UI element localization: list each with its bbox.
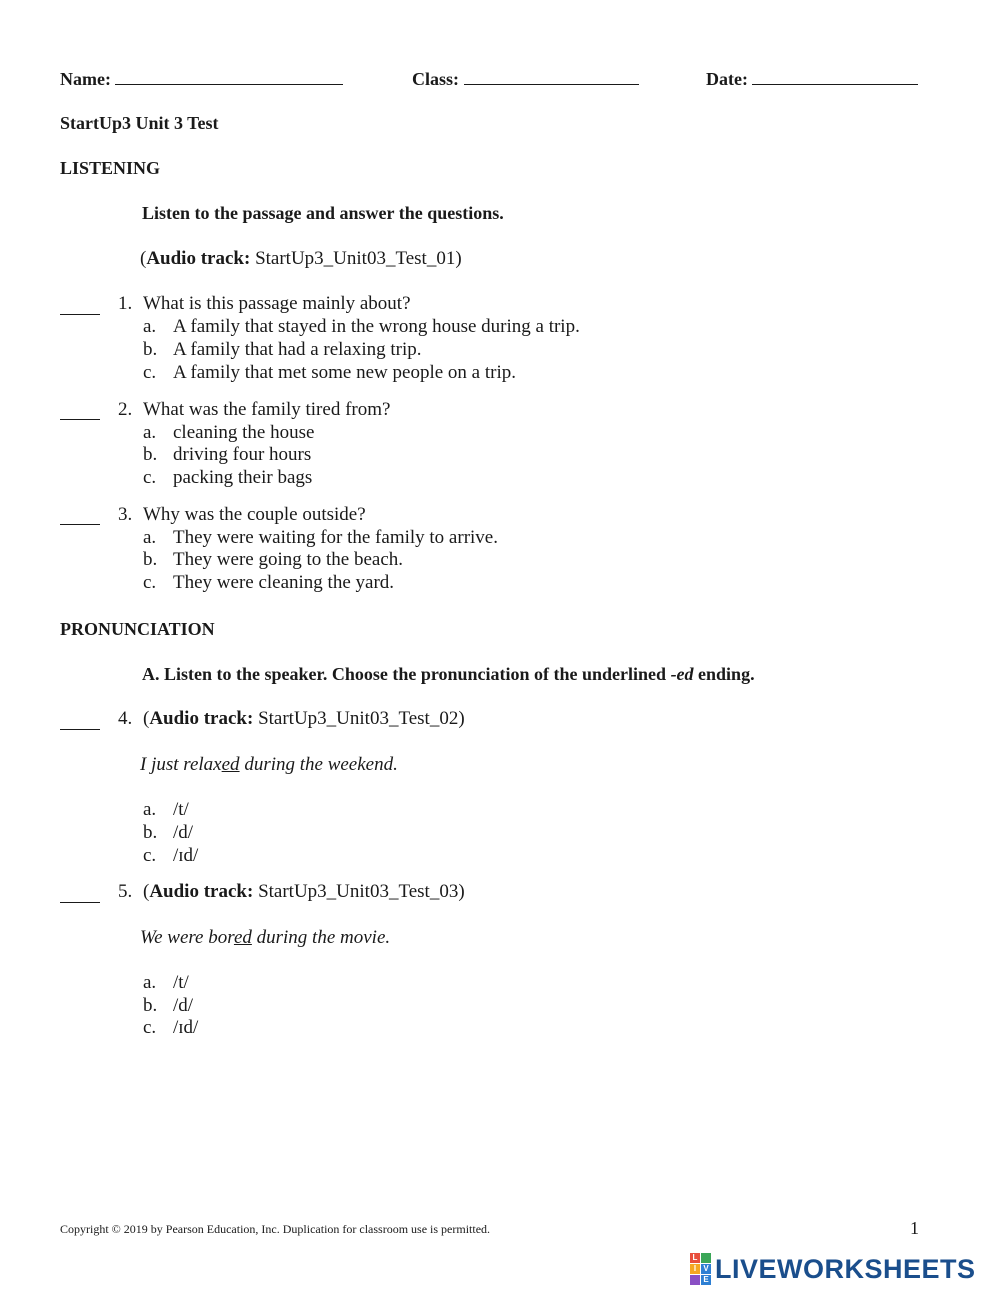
pronunciation-instruction [142, 664, 755, 685]
logo-cubes-icon [690, 1253, 711, 1285]
q4-option-a-letter: a. [143, 799, 157, 820]
instruction-part-2: ending. [693, 664, 755, 684]
question-4-audio-track [143, 708, 465, 730]
question-4-number: 4. [118, 708, 133, 729]
audio-paren: ( [143, 708, 150, 729]
q3-option-a: They were waiting for the family to arrive. [173, 527, 498, 548]
audio-value: StartUp3_Unit03_Test_01) [250, 248, 462, 269]
q5-option-c-letter: c. [143, 1017, 157, 1038]
audio-value: StartUp3_Unit03_Test_03) [253, 881, 465, 902]
q2-option-b: driving four hours [173, 444, 312, 465]
logo-cube [701, 1253, 711, 1263]
logo-cube: I [690, 1264, 700, 1274]
class-field [412, 68, 639, 90]
q4-option-c-letter: c. [143, 845, 157, 866]
logo-cube: E [701, 1275, 711, 1285]
logo-text: LIVEWORKSHEETS [715, 1253, 976, 1284]
logo-cube: L [690, 1253, 700, 1263]
instruction-ed: -ed [670, 664, 694, 684]
audio-value: StartUp3_Unit03_Test_02) [253, 708, 465, 729]
question-4-sentence [140, 754, 398, 776]
logo-cube [690, 1275, 700, 1285]
question-5-audio-track [143, 881, 465, 903]
liveworksheets-logo [690, 1254, 976, 1284]
q2-option-c: packing their bags [173, 467, 313, 488]
q4-option-a: /t/ [173, 799, 189, 820]
question-3-text: Why was the couple outside? [143, 504, 366, 525]
underlined-ending: ed [233, 927, 252, 948]
q5-option-c: /ɪd/ [173, 1017, 199, 1038]
q1-option-b: A family that had a relaxing trip. [173, 339, 422, 360]
audio-paren: ( [143, 881, 150, 902]
answer-blank-5[interactable] [60, 901, 100, 903]
q3-option-c-letter: c. [143, 572, 157, 593]
q5-option-b-letter: b. [143, 995, 158, 1016]
question-1-text: What is this passage mainly about? [143, 293, 411, 314]
q5-option-a-letter: a. [143, 972, 157, 993]
name-blank[interactable] [115, 68, 343, 85]
q3-option-b: They were going to the beach. [173, 549, 404, 570]
q2-option-a: cleaning the house [173, 422, 315, 443]
q5-option-b: /d/ [173, 995, 194, 1016]
underlined-ending: ed [221, 754, 240, 775]
q4-option-b-letter: b. [143, 822, 158, 843]
question-5-number: 5. [118, 881, 133, 902]
question-1-number: 1. [118, 293, 133, 314]
q2-option-c-letter: c. [143, 467, 157, 488]
class-label: Class: [412, 69, 460, 89]
page-number: 1 [910, 1218, 919, 1238]
q5-option-a: /t/ [173, 972, 189, 993]
q1-option-b-letter: b. [143, 339, 158, 360]
q3-option-c: They were cleaning the yard. [173, 572, 395, 593]
q4-option-b: /d/ [173, 822, 194, 843]
answer-blank-4[interactable] [60, 728, 100, 730]
audio-paren: ( [140, 248, 147, 269]
q3-option-a-letter: a. [143, 527, 157, 548]
sentence-part: during the weekend. [239, 754, 398, 775]
answer-blank-1[interactable] [60, 313, 100, 315]
question-3-number: 3. [118, 504, 133, 525]
q2-option-a-letter: a. [143, 422, 157, 443]
answer-blank-2[interactable] [60, 418, 100, 420]
q1-option-a-letter: a. [143, 316, 157, 337]
audio-label: Audio track: [146, 248, 251, 269]
date-blank[interactable] [752, 68, 918, 85]
q1-option-c-letter: c. [143, 362, 157, 383]
instruction-part-1: A. Listen to the speaker. Choose the pronunciation of the underlined [142, 664, 671, 684]
pronunciation-heading: PRONUNCIATION [60, 619, 215, 639]
test-title: StartUp3 Unit 3 Test [60, 113, 219, 133]
date-label: Date: [706, 69, 748, 89]
q3-option-b-letter: b. [143, 549, 158, 570]
copyright-notice: Copyright © 2019 by Pearson Education, Inc. Duplication for classroom use is permitted. [60, 1222, 491, 1236]
q1-option-a: A family that stayed in the wrong house during a trip. [173, 316, 580, 337]
name-field [60, 68, 343, 90]
q2-option-b-letter: b. [143, 444, 158, 465]
sentence-part: I just relax [140, 754, 222, 775]
audio-label: Audio track: [149, 881, 254, 902]
question-2-text: What was the family tired from? [143, 399, 391, 420]
sentence-part: We were bor [140, 927, 234, 948]
question-2-number: 2. [118, 399, 133, 420]
listening-audio-track [140, 248, 462, 270]
answer-blank-3[interactable] [60, 523, 100, 525]
date-field [706, 68, 918, 90]
listening-heading: LISTENING [60, 158, 161, 178]
audio-label: Audio track: [149, 708, 254, 729]
listening-instruction: Listen to the passage and answer the questions. [142, 203, 504, 223]
class-blank[interactable] [464, 68, 639, 85]
name-label: Name: [60, 69, 111, 89]
question-5-sentence [140, 927, 390, 949]
q1-option-c: A family that met some new people on a trip. [173, 362, 516, 383]
q4-option-c: /ɪd/ [173, 845, 199, 866]
sentence-part: during the movie. [251, 927, 391, 948]
logo-cube: V [701, 1264, 711, 1274]
